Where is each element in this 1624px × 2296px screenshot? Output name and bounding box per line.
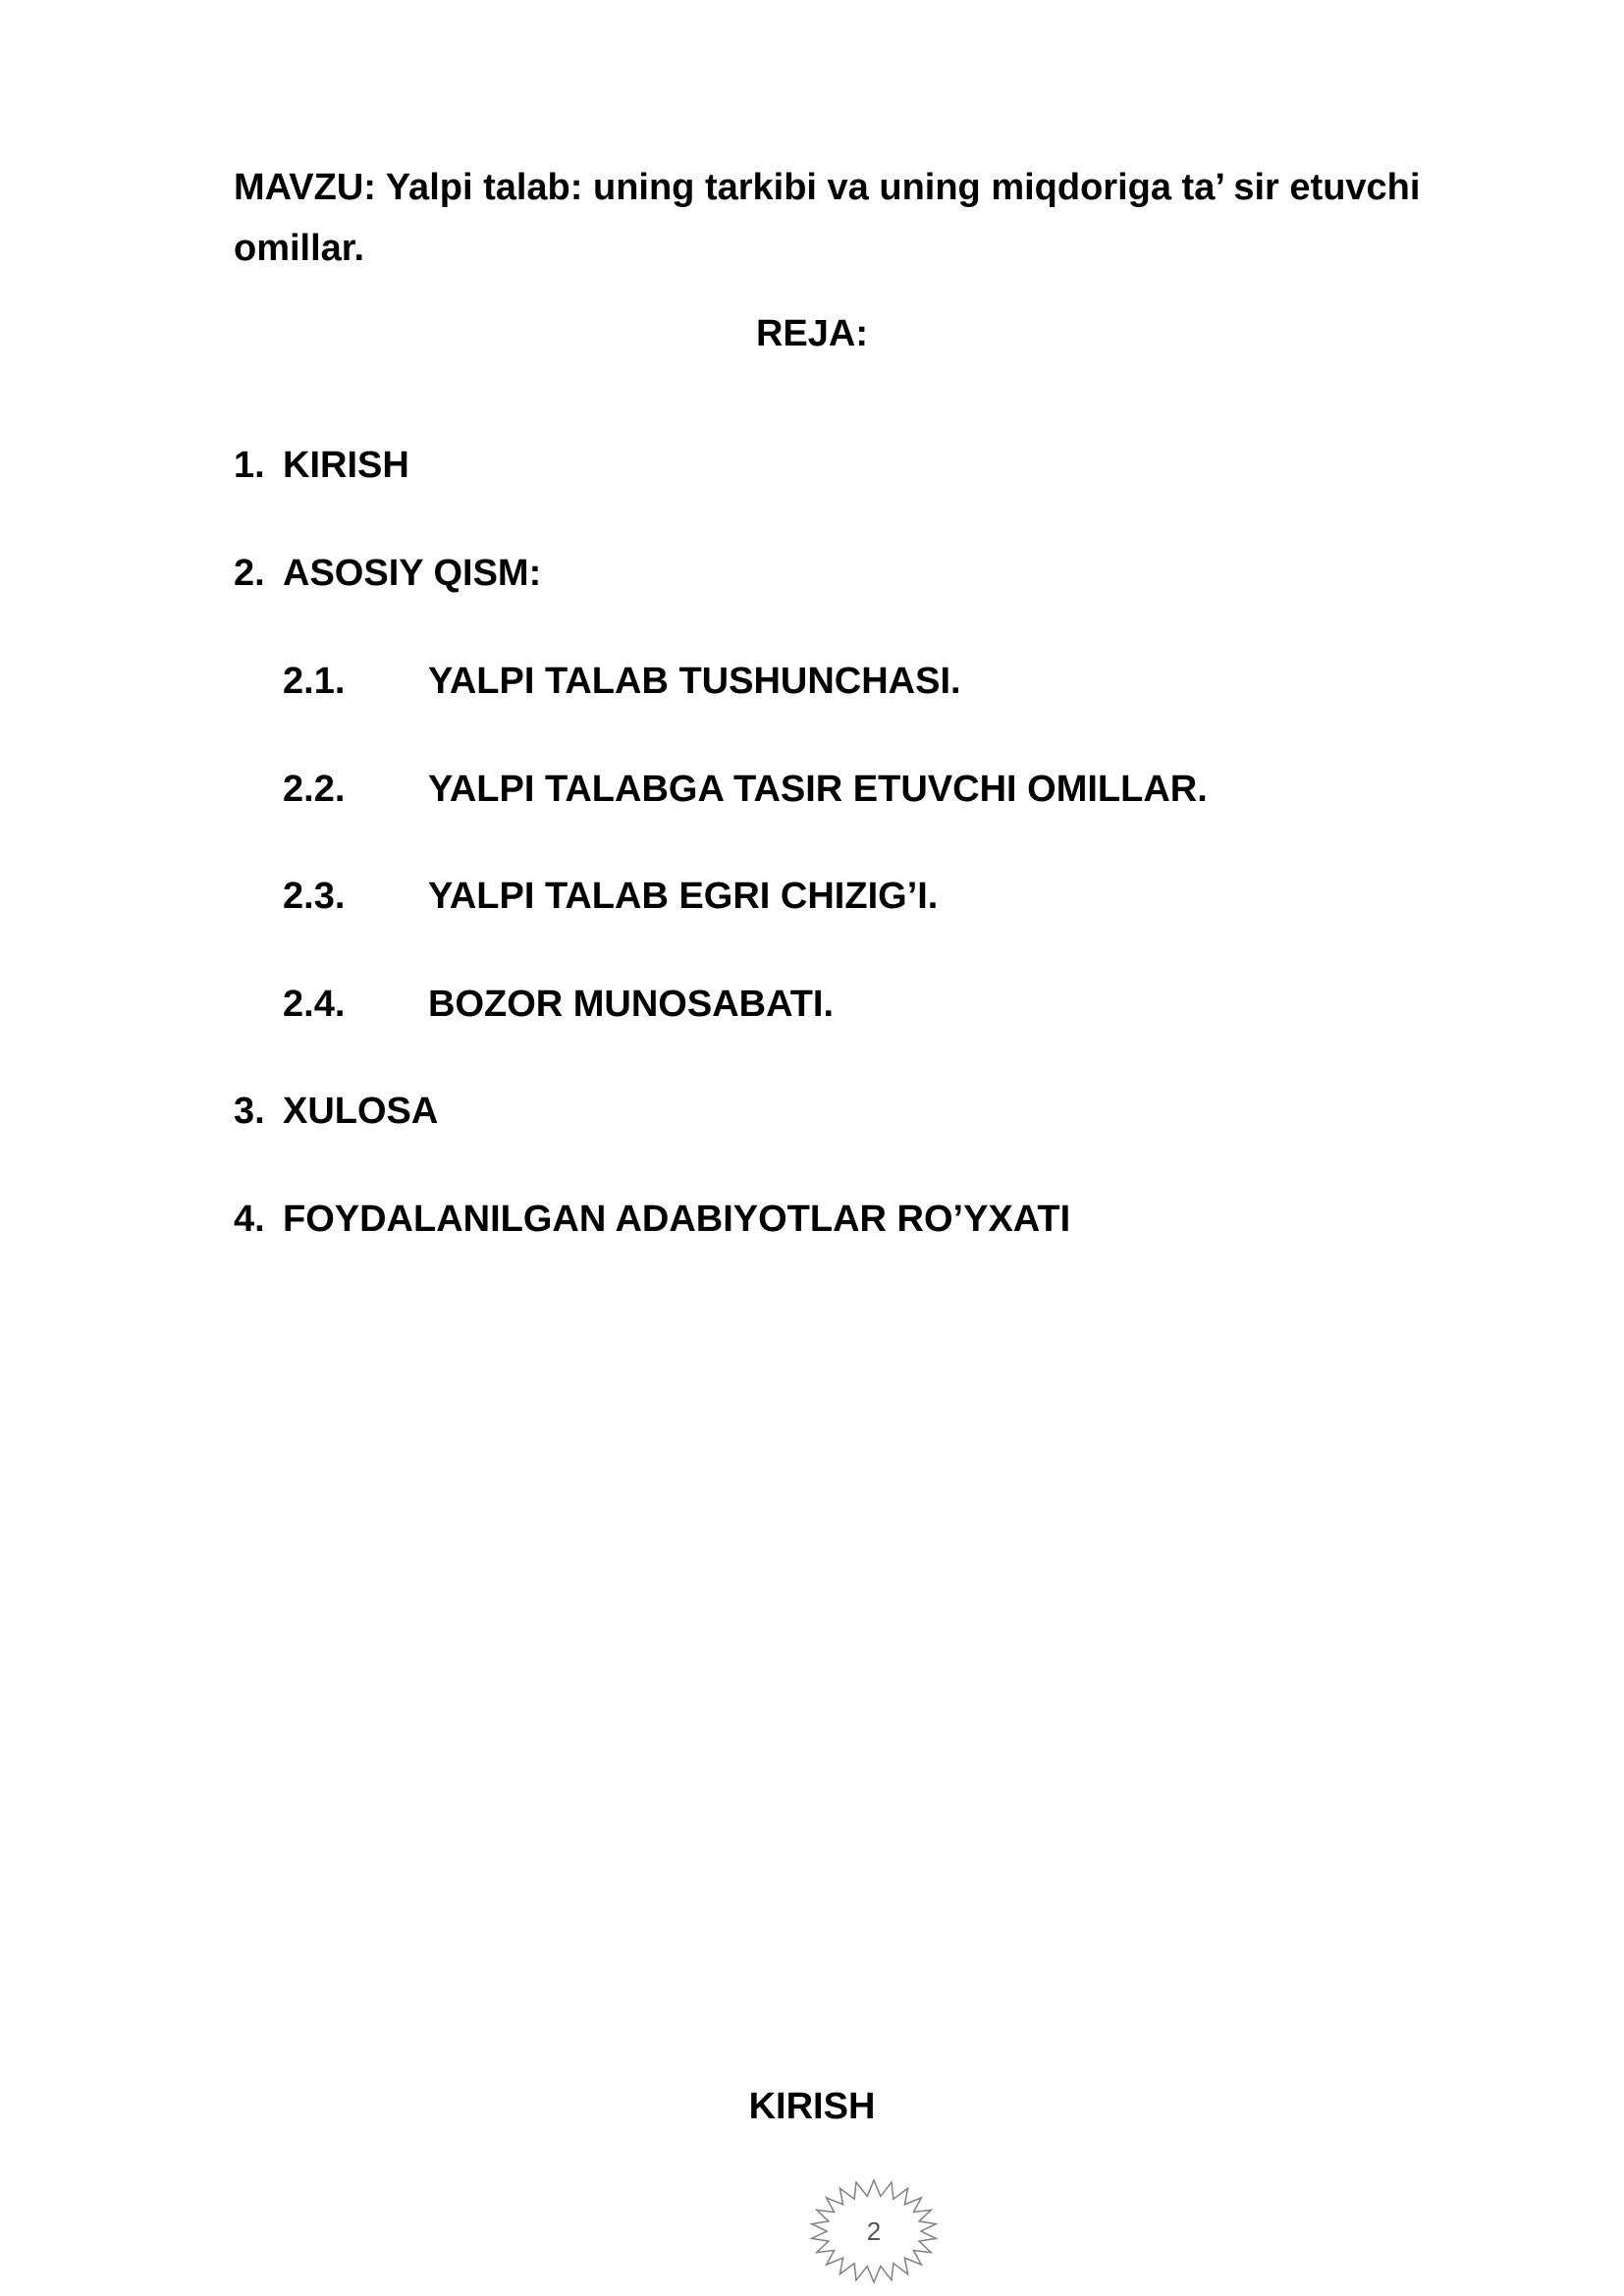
plan-heading: REJA: bbox=[755, 313, 869, 354]
plan-subitem-label: YALPI TALAB TUSHUNCHASI. bbox=[428, 661, 961, 702]
page-number-badge bbox=[807, 2177, 941, 2285]
plan-item-label: ASOSIY QISM: bbox=[283, 553, 542, 594]
section-heading-kirish: KIRISH bbox=[748, 2086, 876, 2127]
plan-subitem-number: 2.4. bbox=[283, 984, 346, 1025]
plan-subitem-number: 2.2. bbox=[283, 769, 346, 810]
plan-subitem-label: YALPI TALABGA TASIR ETUVCHI OMILLAR. bbox=[428, 769, 1208, 810]
plan-item-number: 4. bbox=[234, 1199, 265, 1240]
topic-title bbox=[234, 157, 1490, 279]
plan-item-label: XULOSA bbox=[283, 1091, 439, 1132]
plan-item-number: 1. bbox=[234, 445, 265, 486]
plan-subitem-number: 2.3. bbox=[283, 876, 346, 917]
page-number: 2 bbox=[866, 2216, 882, 2246]
plan-item-label: FOYDALANILGAN ADABIYOTLAR RO’YXATI bbox=[283, 1199, 1071, 1240]
plan-item-number: 3. bbox=[234, 1091, 265, 1132]
plan-subitem-label: BOZOR MUNOSABATI. bbox=[428, 984, 835, 1025]
plan-subitem-number: 2.1. bbox=[283, 661, 346, 702]
plan-subitem-label: YALPI TALAB EGRI CHIZIG’I. bbox=[428, 876, 939, 917]
topic-text: Yalpi talab: uning tarkibi va uning miqdoriga ta’ sir etuvchi omillar. bbox=[234, 167, 1421, 269]
plan-item-label: KIRISH bbox=[283, 445, 409, 486]
plan-item-number: 2. bbox=[234, 553, 265, 594]
topic-prefix: MAVZU: bbox=[234, 167, 376, 208]
